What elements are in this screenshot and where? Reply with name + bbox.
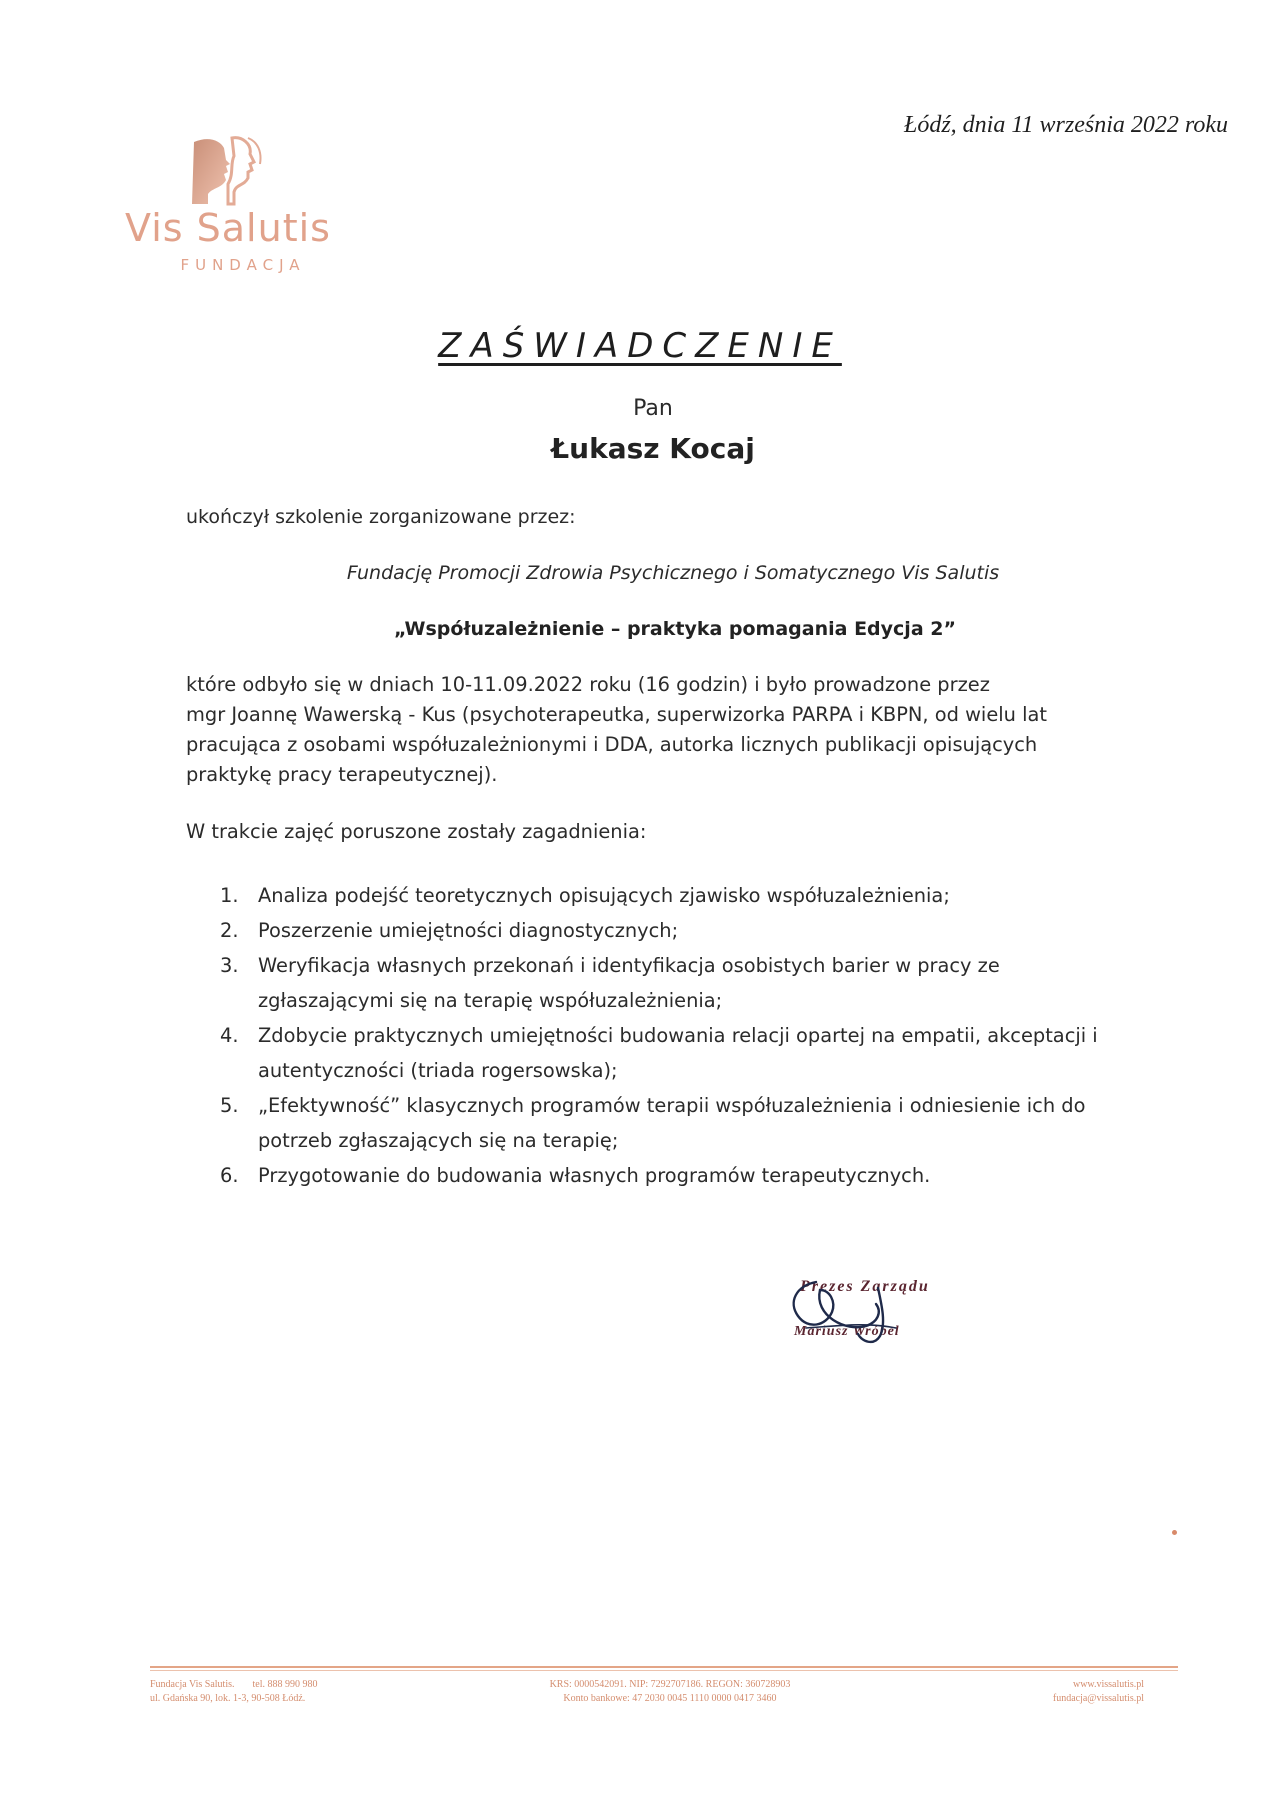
footer-address-line <box>150 1678 318 1692</box>
stamp-name: Mariusz Wróbel <box>794 1324 900 1339</box>
handwritten-signature-icon <box>786 1276 926 1350</box>
logo-name: Vis Salutis <box>125 206 331 250</box>
course-details-line: mgr Joannę Wawerską - Kus (psychoterapeutka, superwizorka PARPA i KBPN, od wielu lat <box>186 703 1047 726</box>
list-item <box>186 948 1126 1018</box>
profile-faces-icon <box>186 134 266 206</box>
footer-registry-line: KRS: 0000542091. NIP: 7292707186. REGON: 360728903 <box>549 1679 791 1690</box>
stamp-title: Prezes Zarządu <box>800 1278 930 1295</box>
course-name: „Współuzależnienie – praktyka pomagania Edycja 2” <box>394 618 956 640</box>
topics-list <box>186 878 1126 1193</box>
topic-text: zgłaszającymi się na terapię współuzależnienia; <box>258 989 723 1012</box>
topic-number: 1. <box>220 884 239 907</box>
topic-text: Przygotowanie do budowania własnych programów terapeutycznych. <box>258 1164 931 1187</box>
topic-text: „Efektywność” klasycznych programów terapii współuzależnienia i odniesienie ich do <box>258 1094 1086 1117</box>
signature-stamp <box>786 1276 930 1350</box>
intro-text: ukończył szkolenie zorganizowane przez: <box>186 506 576 528</box>
topics-lead: W trakcie zajęć poruszone zostały zagadnienia: <box>186 820 647 843</box>
topic-number: 5. <box>220 1094 239 1117</box>
footer-org-name: Fundacja Vis Salutis. <box>150 1679 235 1690</box>
list-item <box>186 1088 1126 1158</box>
topic-text: Poszerzenie umiejętności diagnostycznych; <box>258 919 679 942</box>
course-details-line: praktykę pracy terapeutycznej). <box>186 763 498 786</box>
footer-contact <box>1053 1678 1144 1706</box>
topic-text: Analiza podejść teoretycznych opisujących zjawisko współuzależnienia; <box>258 884 950 907</box>
footer-address-line: ul. Gdańska 90, lok. 1-3, 90-508 Łódź. <box>150 1693 306 1704</box>
topic-text: potrzeb zgłaszających się na terapię; <box>258 1129 619 1152</box>
footer-phone: tel. 888 990 980 <box>252 1679 318 1690</box>
list-item <box>186 1018 1126 1088</box>
topic-text: Zdobycie praktycznych umiejętności budowania relacji opartej na empatii, akceptacji i <box>258 1024 1098 1047</box>
certificate-title-text: ZAŚWIADCZENIE <box>438 326 842 366</box>
organizer-name: Fundację Promocji Zdrowia Psychicznego i Somatycznego Vis Salutis <box>346 562 1000 584</box>
topic-number: 2. <box>220 919 239 942</box>
list-item <box>186 913 1126 948</box>
topic-text: Weryfikacja własnych przekonań i identyfikacja osobistych barier w pracy ze <box>258 954 1000 977</box>
footer-bank-account: Konto bankowe: 47 2030 0045 1110 0000 0417 3460 <box>563 1693 777 1704</box>
footer-divider <box>150 1666 1178 1668</box>
recipient-name: Łukasz Kocaj <box>551 432 755 465</box>
topic-number: 3. <box>220 954 239 977</box>
list-item <box>186 1158 1126 1193</box>
footer-divider-thin <box>150 1670 1178 1671</box>
salutation: Pan <box>633 396 673 421</box>
list-item <box>186 878 1126 913</box>
topic-text: autentyczności (triada rogersowska); <box>258 1059 618 1082</box>
footer-website-link[interactable]: www.vissalutis.pl <box>1072 1679 1144 1690</box>
logo-subtitle: FUNDACJA <box>180 256 306 274</box>
topic-number: 4. <box>220 1024 239 1047</box>
document-date: Łódź, dnia 11 września 2022 roku <box>903 112 1228 138</box>
footer-email-link[interactable]: fundacja@vissalutis.pl <box>1052 1693 1144 1704</box>
course-details-line: które odbyło się w dniach 10-11.09.2022 roku (16 godzin) i było prowadzone przez <box>186 673 990 696</box>
course-details <box>186 670 1126 790</box>
course-details-line: pracująca z osobami współuzależnionymi i DDA, autorka licznych publikacji opisujących <box>186 733 1038 756</box>
foundation-logo <box>108 130 348 280</box>
topic-number: 6. <box>220 1164 239 1187</box>
certificate-title <box>0 326 1280 366</box>
footer-registry <box>520 1678 820 1706</box>
stray-mark <box>1172 1530 1177 1535</box>
footer-address <box>150 1678 318 1706</box>
